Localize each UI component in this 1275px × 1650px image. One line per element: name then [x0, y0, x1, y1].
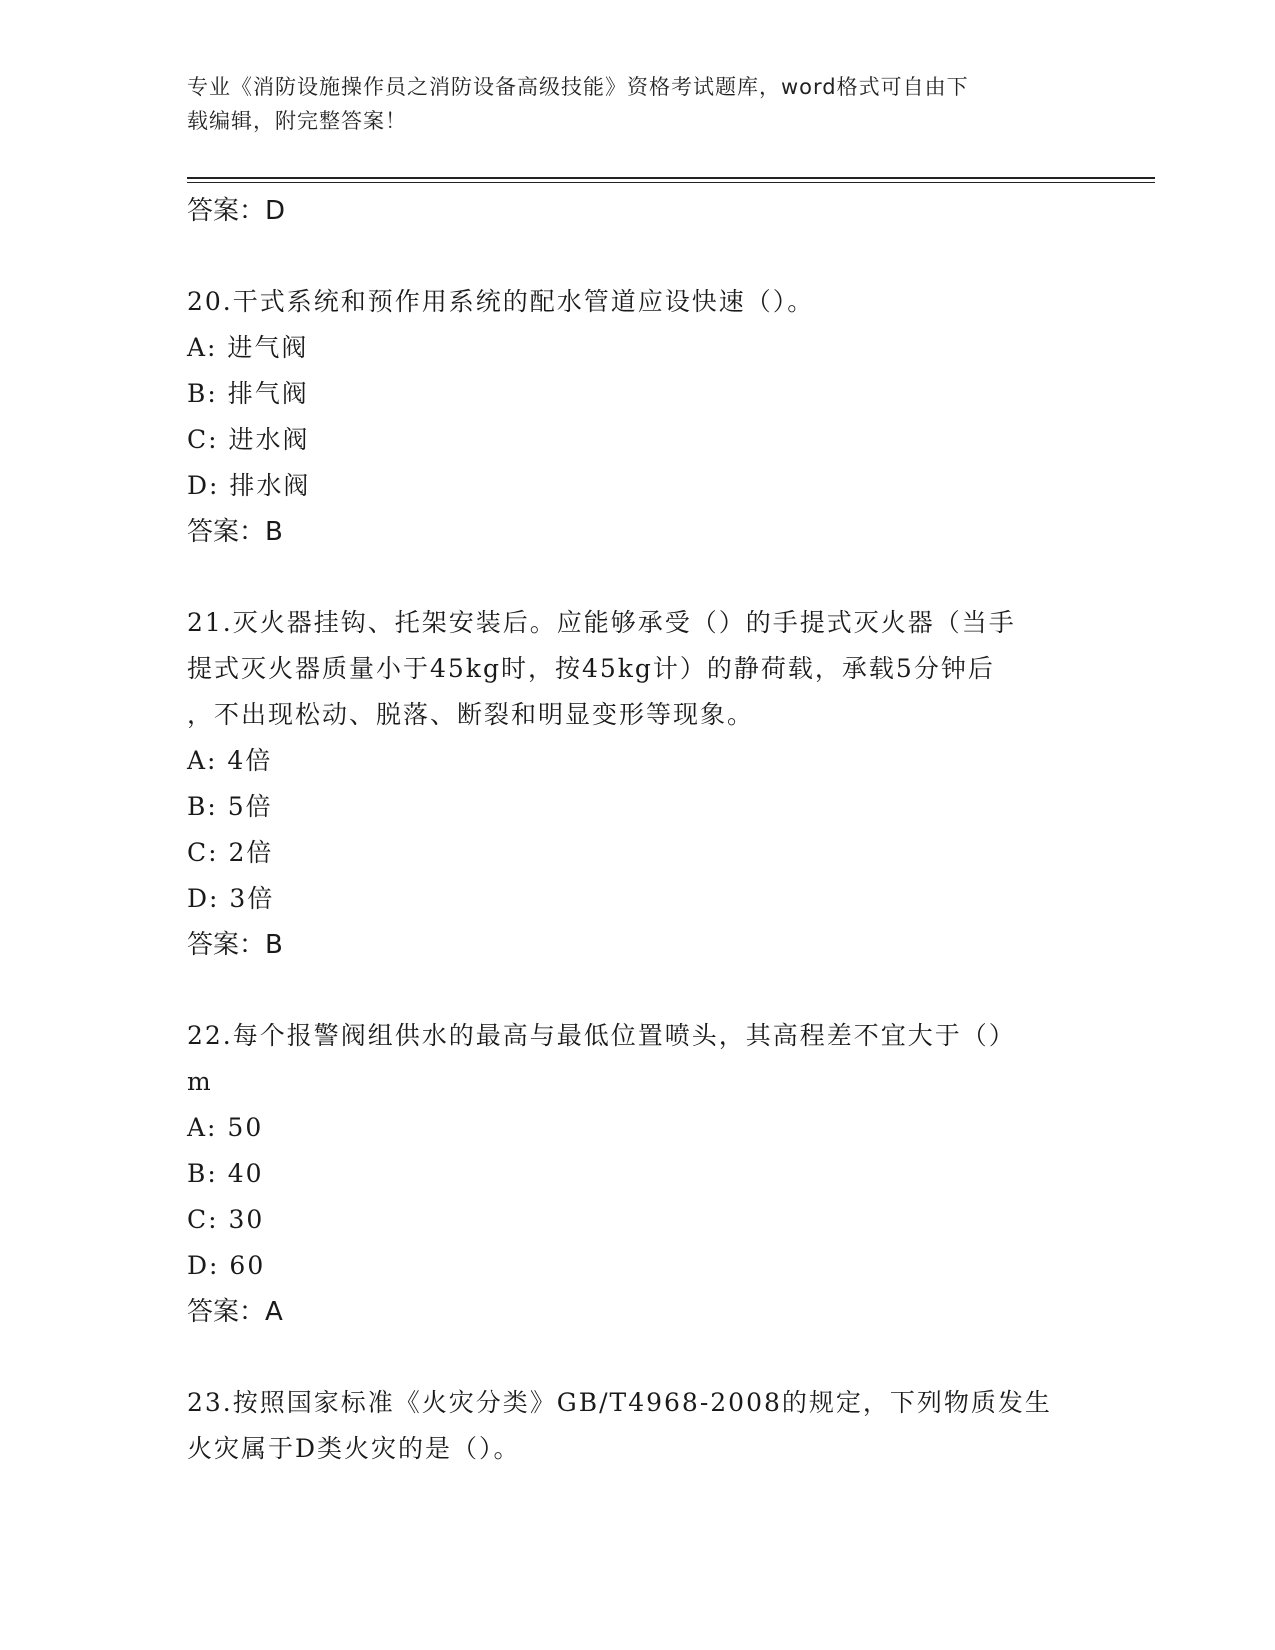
question-stem: 20.干式系统和预作用系统的配水管道应设快速（）。 — [187, 287, 815, 316]
header-line-2: 载编辑，附完整答案！ — [187, 109, 407, 133]
option-d: D: 60 — [187, 1251, 266, 1280]
option-b: B: 5倍 — [187, 792, 273, 821]
answer-line: 答案：B — [187, 517, 283, 547]
option-d: D: 排水阀 — [187, 471, 311, 500]
question-22 — [187, 1013, 1087, 1335]
option-d: D: 3倍 — [187, 884, 275, 913]
question-21 — [187, 600, 1087, 968]
answer-line: 答案：B — [187, 930, 283, 960]
question-stem: ，不出现松动、脱落、断裂和明显变形等现象。 — [187, 700, 755, 729]
answer-line: 答案：A — [187, 1297, 283, 1327]
document-header — [187, 70, 1087, 138]
option-c: C: 2倍 — [187, 838, 274, 867]
question-23 — [187, 1380, 1087, 1472]
option-c: C: 30 — [187, 1205, 265, 1234]
question-stem: 23.按照国家标准《火灾分类》GB/T4968-2008的规定，下列物质发生 — [187, 1388, 1052, 1417]
answer-line: 答案：D — [187, 196, 286, 226]
question-20 — [187, 279, 1087, 555]
header-divider-thin — [187, 182, 1155, 183]
question-stem: 提式灭火器质量小于45kg时，按45kg计）的静荷载，承载5分钟后 — [187, 654, 995, 683]
question-stem: 22.每个报警阀组供水的最高与最低位置喷头，其高程差不宜大于（） — [187, 1021, 1016, 1050]
question-stem: 21.灭火器挂钩、托架安装后。应能够承受（）的手提式灭火器（当手 — [187, 608, 1016, 637]
question-stem: 火灾属于D类火灾的是（）。 — [187, 1434, 521, 1463]
option-c: C: 进水阀 — [187, 425, 310, 454]
header-divider-thick — [187, 177, 1155, 179]
option-b: B: 排气阀 — [187, 379, 309, 408]
option-a: A: 进气阀 — [187, 333, 309, 362]
header-line-1: 专业《消防设施操作员之消防设备高级技能》资格考试题库，word格式可自由下 — [187, 75, 969, 99]
question-list — [187, 188, 1087, 1472]
option-a: A: 4倍 — [187, 746, 273, 775]
option-a: A: 50 — [187, 1113, 264, 1142]
option-b: B: 40 — [187, 1159, 264, 1188]
question-stem: m — [187, 1067, 213, 1096]
